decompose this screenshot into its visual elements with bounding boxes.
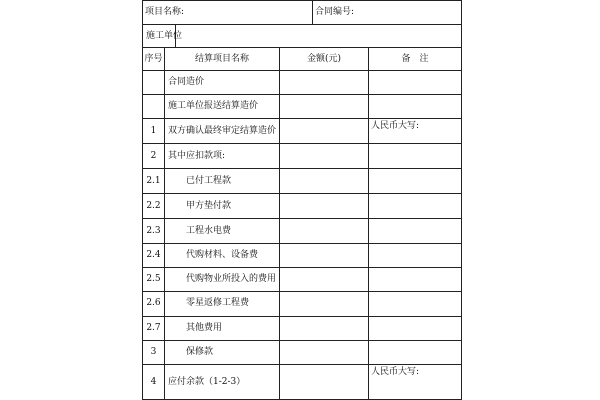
- project-name-label: 项目名称:: [145, 7, 185, 17]
- column-header-amount: 金额(元): [306, 54, 342, 64]
- row-4-item: 其中应扣款项:: [168, 151, 226, 161]
- construction-unit-label: 施工单位: [146, 31, 183, 41]
- rule-column-header: [142, 70, 462, 71]
- row-13-item: 应付余款（1-2-3）: [168, 377, 246, 387]
- rule-row-10: [142, 316, 462, 317]
- rule-row-11: [142, 340, 462, 341]
- column-divider-item: [279, 47, 280, 400]
- column-header-remarks: 备 注: [401, 54, 429, 64]
- rule-row-8: [142, 267, 462, 268]
- row-13-seq: 4: [150, 377, 157, 387]
- column-header-item: 结算项目名称: [194, 54, 249, 64]
- rule-row-1: [142, 94, 462, 95]
- column-divider-seq: [164, 47, 165, 400]
- rule-row-3: [142, 143, 462, 144]
- row-7-seq: 2.3: [146, 226, 161, 236]
- header-divider: [312, 0, 313, 25]
- row-10-item: 零星返修工程费: [186, 298, 250, 308]
- row-11-seq: 2.7: [146, 323, 161, 333]
- row-8-seq: 2.4: [146, 250, 161, 260]
- rule-row-5: [142, 193, 462, 194]
- row-3-item: 双方确认最终审定结算造价: [168, 126, 277, 136]
- row-13-remark: 人民币大写:: [371, 367, 420, 377]
- row-3-remark: 人民币大写:: [371, 121, 420, 131]
- settlement-form: [142, 0, 462, 400]
- rule-row-4: [142, 168, 462, 169]
- rule-header-1: [142, 24, 462, 25]
- row-5-seq: 2.1: [146, 176, 161, 186]
- column-divider-amount: [368, 47, 369, 400]
- row-12-item: 保修款: [186, 347, 214, 357]
- row-1-item: 合同造价: [168, 77, 205, 87]
- row-10-seq: 2.6: [146, 298, 161, 308]
- rule-top: [142, 0, 462, 1]
- row-12-seq: 3: [150, 347, 157, 357]
- row-6-seq: 2.2: [146, 201, 161, 211]
- rule-row-6: [142, 218, 462, 219]
- row-2-item: 施工单位报送结算造价: [168, 101, 259, 111]
- contract-number-label: 合同编号:: [315, 7, 355, 17]
- rule-row-12: [142, 364, 462, 365]
- rule-row-9: [142, 291, 462, 292]
- row-9-seq: 2.5: [146, 274, 161, 284]
- row-11-item: 其他费用: [186, 323, 223, 333]
- rule-row-7: [142, 243, 462, 244]
- row-5-item: 已付工程款: [186, 176, 232, 186]
- row-9-item: 代购物业所投入的费用: [186, 274, 277, 284]
- row-6-item: 甲方垫付款: [186, 201, 232, 211]
- rule-header-2: [142, 47, 462, 48]
- column-header-seq: 序号: [144, 54, 163, 64]
- rule-row-2: [142, 118, 462, 119]
- row-7-item: 工程水电费: [186, 226, 232, 236]
- row-3-seq: 1: [150, 126, 157, 136]
- row-4-seq: 2: [150, 151, 157, 161]
- row-8-item: 代购材料、设备费: [186, 250, 259, 260]
